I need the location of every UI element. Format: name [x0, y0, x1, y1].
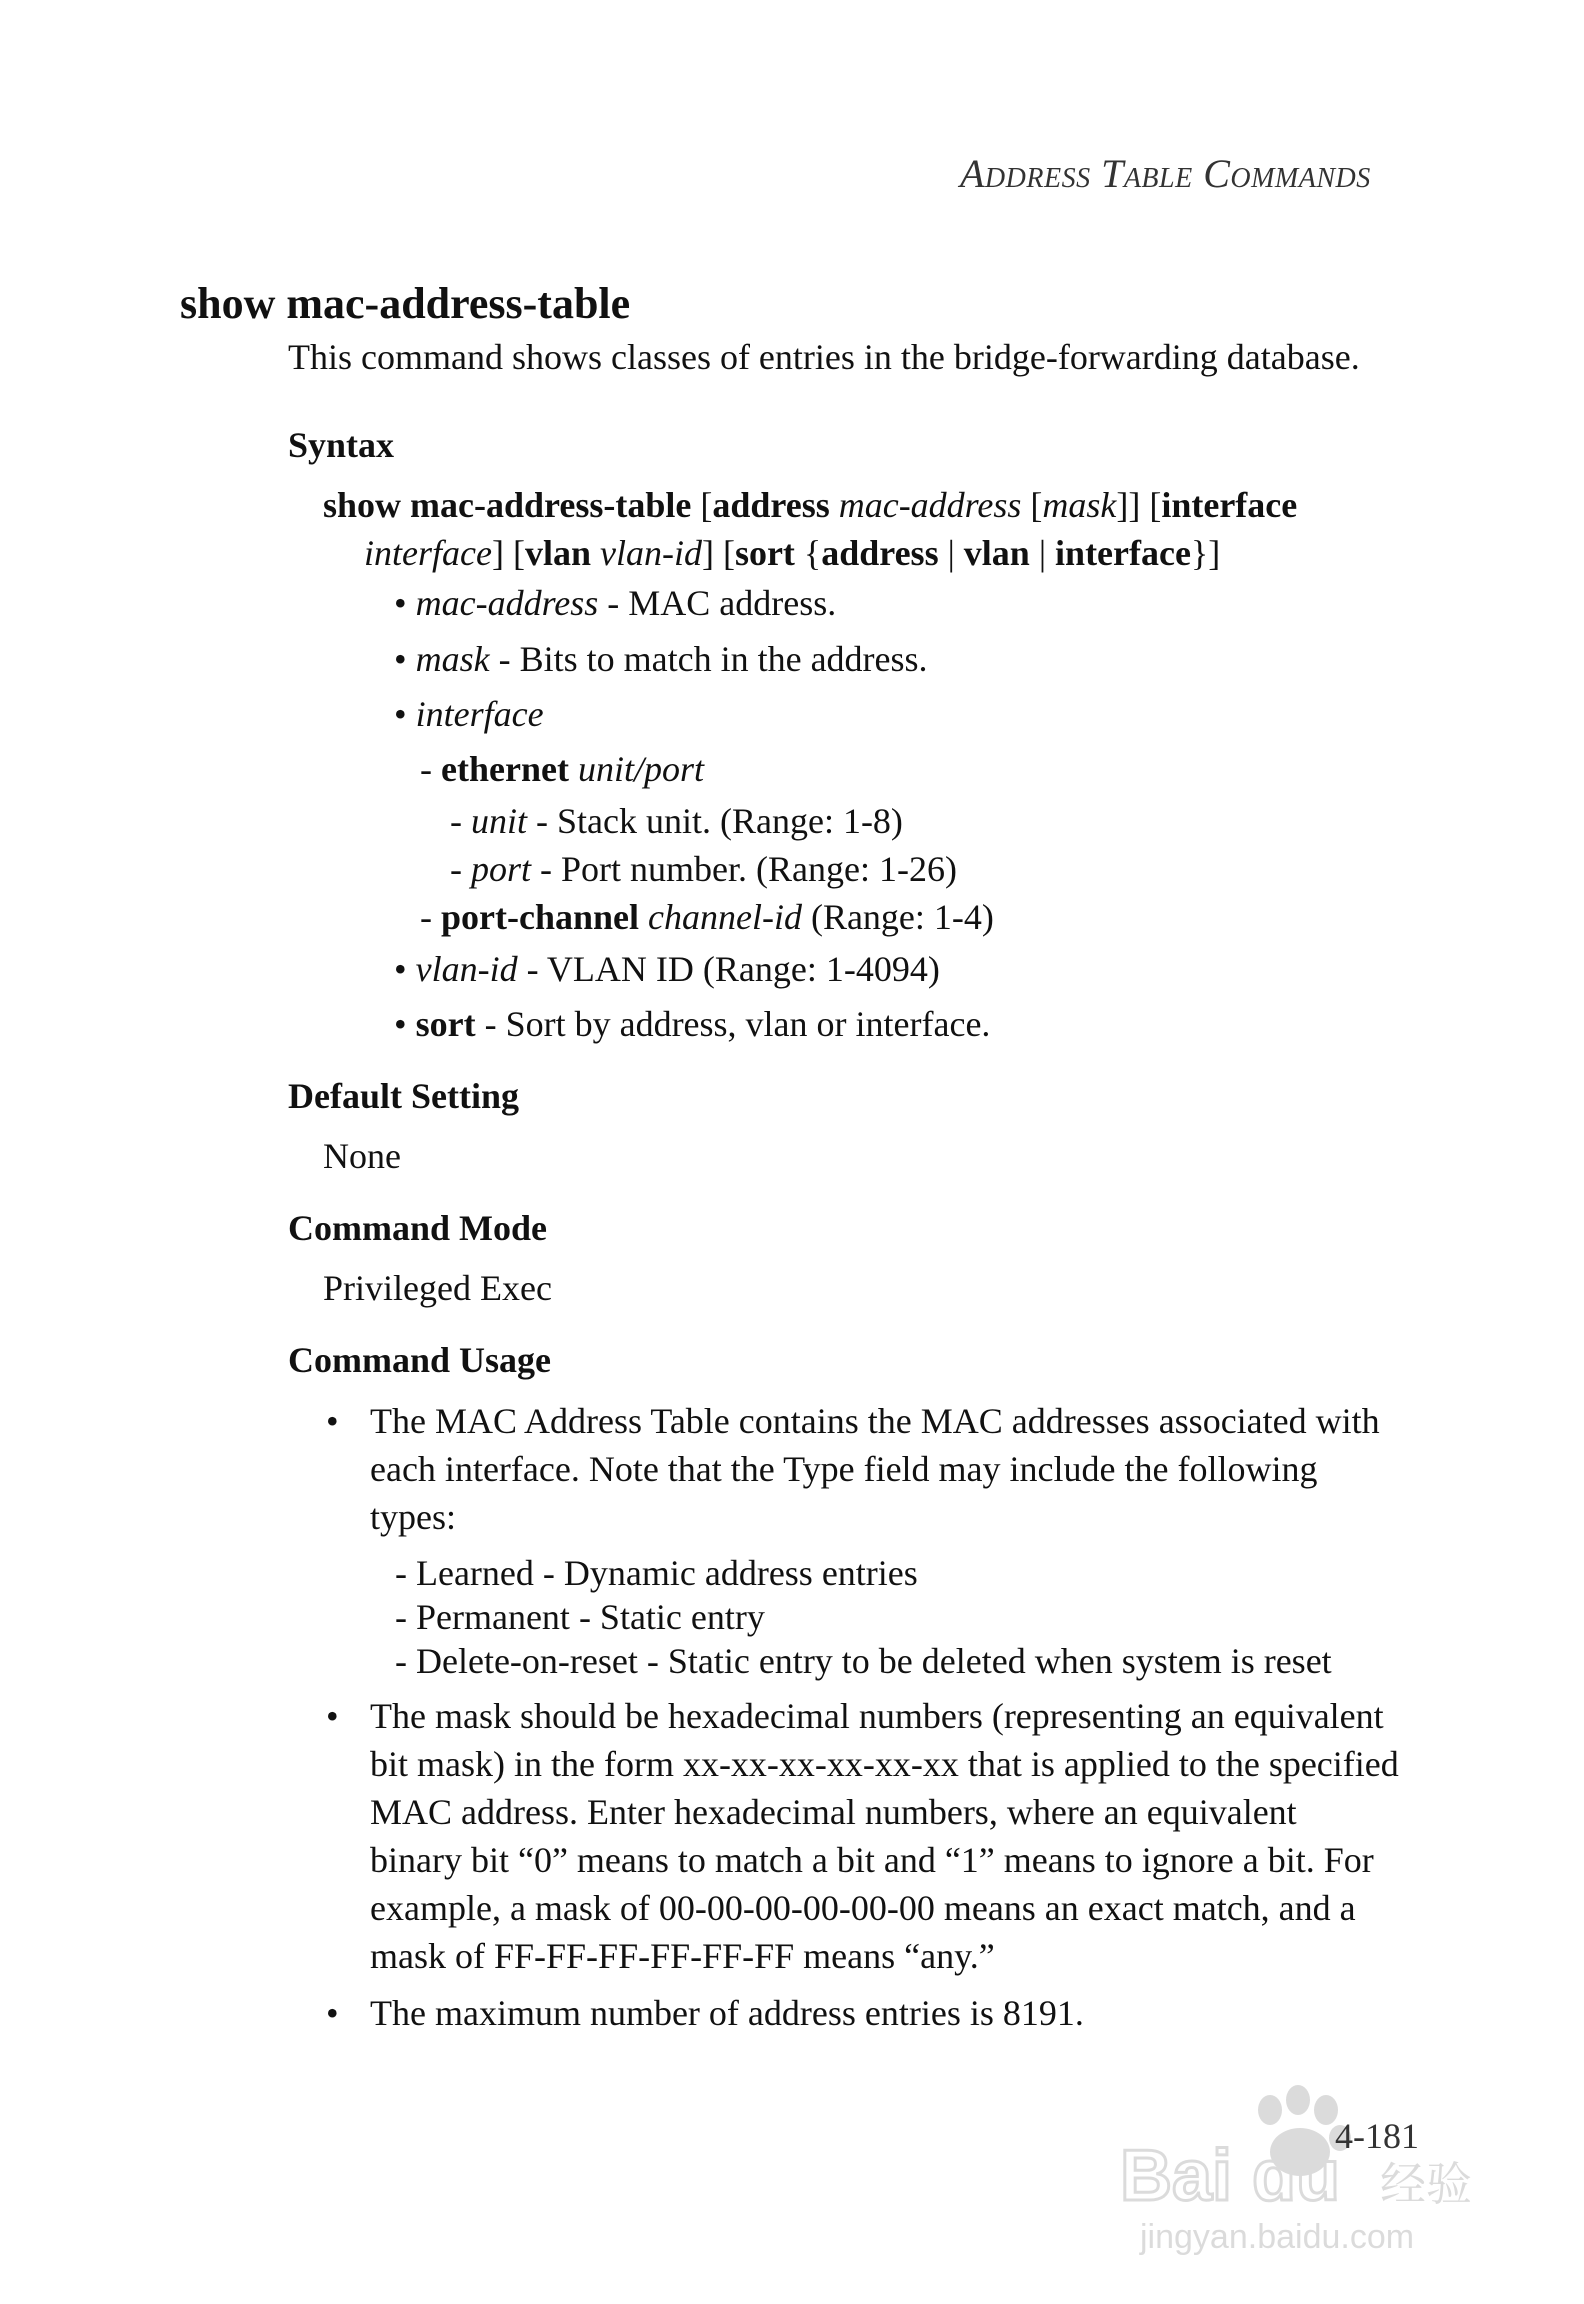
syntax-keyword: address	[712, 485, 830, 525]
syntax-keyword: interface	[1055, 533, 1191, 573]
param-desc: - MAC address.	[598, 583, 837, 623]
syntax-keyword: interface	[1161, 485, 1298, 525]
syntax-heading: Syntax	[288, 425, 395, 465]
syntax-space	[830, 485, 839, 525]
syntax-arg: mask	[1042, 485, 1117, 525]
usage-text: The MAC Address Table contains the MAC addresses associated with	[370, 1401, 1380, 1441]
param-desc: - Sort by address, vlan or interface.	[475, 1004, 991, 1044]
param-interface	[394, 693, 544, 735]
param-name: interface	[415, 694, 544, 734]
param-desc: (Range: 1-4)	[801, 897, 994, 937]
syntax-keyword: vlan	[963, 533, 1030, 573]
bullet: •	[394, 694, 407, 734]
usage-subitem: - Delete-on-reset - Static entry to be deleted when system is reset	[395, 1641, 1332, 1681]
param-name: sort	[415, 1004, 476, 1044]
syntax-arg: interface	[364, 533, 492, 573]
watermark-suffix: 经验	[1380, 2157, 1472, 2211]
param-port-channel: - port-channel channel-id (Range: 1-4)	[420, 897, 994, 937]
syntax-punct: ] [	[491, 533, 525, 573]
command-intro: This command shows classes of entries in the bridge-forwarding database.	[288, 337, 1360, 377]
usage-bullet: •	[326, 1993, 339, 2033]
usage-text: binary bit “0” means to match a bit and “1” means to ignore a bit. For	[370, 1840, 1374, 1880]
running-head: Address Table Commands	[960, 151, 1371, 196]
param-name: mask	[415, 639, 490, 679]
command-mode-value: Privileged Exec	[323, 1268, 552, 1308]
usage-text: The mask should be hexadecimal numbers (representing an equivalent	[370, 1696, 1384, 1736]
usage-text: each interface. Note that the Type field may include the following	[370, 1449, 1318, 1489]
default-setting-value: None	[323, 1136, 401, 1176]
usage-subitem: - Permanent - Static entry	[395, 1597, 765, 1637]
command-mode-heading: Command Mode	[288, 1208, 547, 1248]
syntax-keyword: vlan	[524, 533, 591, 573]
syntax-cmd: show mac-address-table	[323, 485, 692, 525]
usage-text: mask of FF-FF-FF-FF-FF-FF means “any.”	[370, 1936, 995, 1976]
syntax-punct: }]	[1190, 533, 1221, 573]
command-title: show mac-address-table	[180, 279, 631, 328]
param-keyword: ethernet	[441, 749, 569, 789]
syntax-punct: [	[1021, 485, 1043, 525]
syntax-punct: [	[691, 485, 713, 525]
param-vlan-id	[394, 948, 940, 990]
watermark-brand: Bai du	[1120, 2136, 1341, 2216]
param-name: vlan-id	[415, 949, 518, 989]
page-number: 4-181	[1335, 2116, 1419, 2156]
param-name: port	[471, 849, 532, 889]
syntax-keyword: address	[821, 533, 939, 573]
baidu-watermark-logo	[1120, 2070, 1500, 2260]
param-ethernet: - ethernet unit/port	[420, 749, 704, 789]
syntax-keyword: sort	[734, 533, 795, 573]
usage-text: bit mask) in the form xx-xx-xx-xx-xx-xx that is applied to the specified	[370, 1744, 1399, 1784]
param-desc: - Port number. (Range: 1-26)	[531, 849, 957, 889]
command-usage-heading: Command Usage	[288, 1340, 552, 1380]
default-setting-heading: Default Setting	[288, 1076, 519, 1116]
bullet: •	[394, 949, 407, 989]
param-unit: - unit - Stack unit. (Range: 1-8)	[450, 801, 903, 841]
watermark-url: jingyan.baidu.com	[1140, 2218, 1415, 2256]
param-keyword: port-channel	[441, 897, 639, 937]
syntax-punct: ] [	[701, 533, 735, 573]
param-desc: - Stack unit. (Range: 1-8)	[527, 801, 903, 841]
bullet: •	[394, 1004, 407, 1044]
param-arg: channel-id	[648, 897, 802, 937]
bullet: •	[394, 639, 407, 679]
usage-bullet: •	[326, 1696, 339, 1736]
param-name: unit	[471, 801, 528, 841]
param-mac-address	[394, 582, 836, 624]
syntax-line-2	[364, 532, 1220, 574]
syntax-space	[591, 533, 600, 573]
param-arg: unit/port	[577, 749, 704, 789]
syntax-punct: |	[1029, 533, 1056, 573]
param-mask	[394, 638, 928, 680]
usage-text: MAC address. Enter hexadecimal numbers, where an equivalent	[370, 1792, 1297, 1832]
syntax-line-1	[323, 484, 1297, 526]
bullet: •	[394, 583, 407, 623]
syntax-arg: mac-address	[838, 485, 1022, 525]
usage-text: The maximum number of address entries is 8191.	[370, 1993, 1084, 2033]
syntax-arg: vlan-id	[599, 533, 702, 573]
syntax-punct: |	[938, 533, 964, 573]
usage-text: example, a mask of 00-00-00-00-00-00 means an exact match, and a	[370, 1888, 1356, 1928]
param-name: mac-address	[415, 583, 599, 623]
param-sort	[394, 1003, 990, 1045]
param-port: - port - Port number. (Range: 1-26)	[450, 849, 957, 889]
syntax-punct: {	[794, 533, 822, 573]
usage-text: types:	[370, 1497, 456, 1537]
param-desc: - Bits to match in the address.	[489, 639, 928, 679]
usage-subitem: - Learned - Dynamic address entries	[395, 1553, 918, 1593]
usage-bullet: •	[326, 1401, 339, 1441]
param-desc: - VLAN ID (Range: 1-4094)	[517, 949, 940, 989]
syntax-punct: ]] [	[1116, 485, 1162, 525]
